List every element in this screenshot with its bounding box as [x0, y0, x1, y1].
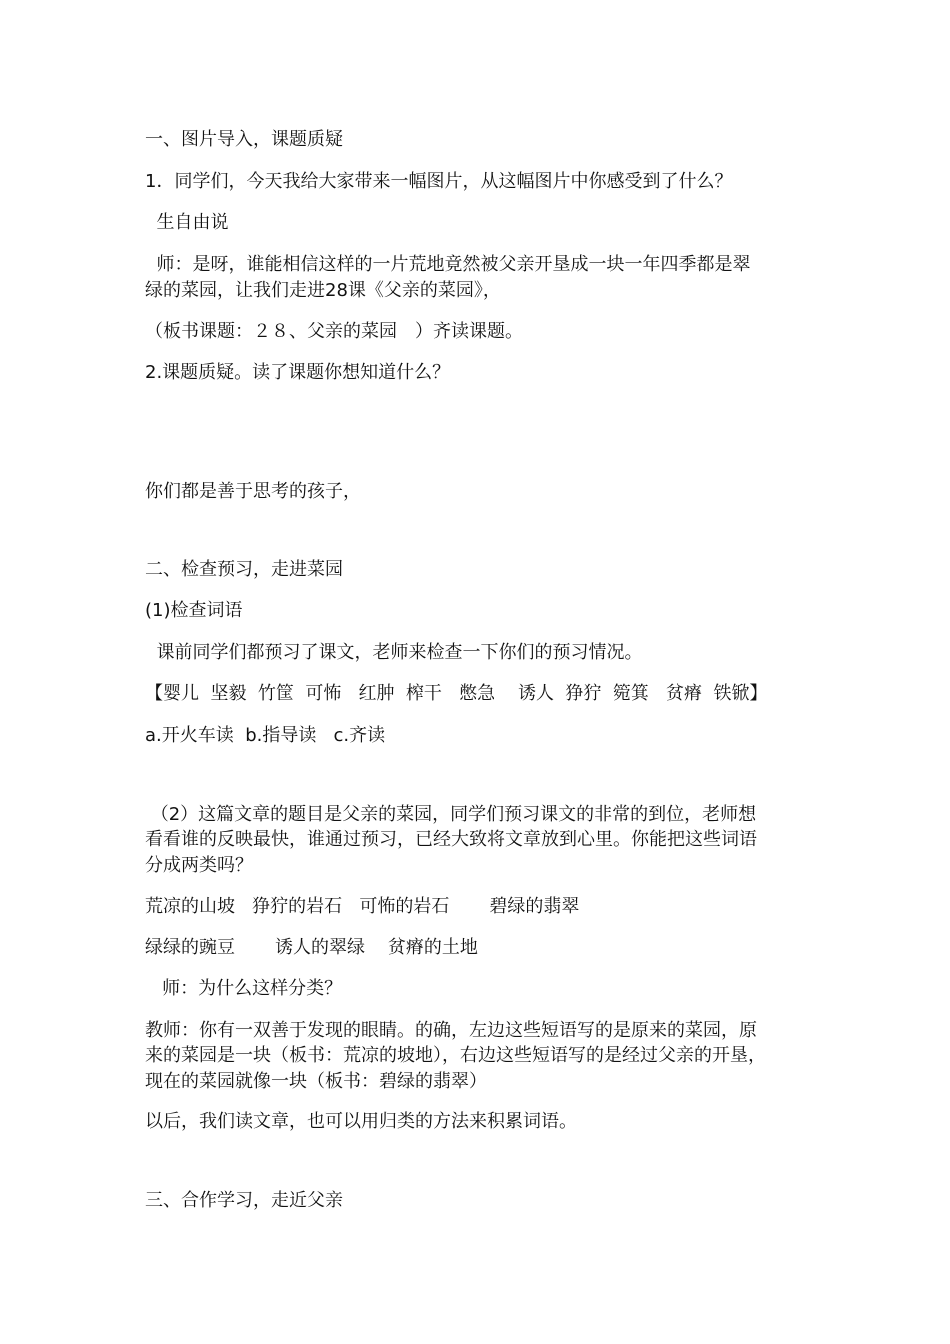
later-note: 以后，我们读文章，也可以用归类的方法来积累词语。 — [145, 1111, 577, 1132]
section3-title: 三、合作学习，走近父亲 — [145, 1190, 343, 1211]
read-methods: a.开火车读 b.指导读 c.齐读 — [145, 725, 386, 746]
question-2: 2.课题质疑。读了课题你想知道什么？ — [145, 362, 451, 383]
subsection-2-line-3: 分成两类吗？ — [145, 855, 253, 876]
answer-line-1: 教师：你有一双善于发现的眼睛。的确，左边这些短语写的是原来的菜园，原 — [145, 1020, 757, 1041]
teacher-why: 师：为什么这样分类？ — [145, 978, 343, 999]
question-1: 1．同学们，今天我给大家带来一幅图片，从这幅图片中你感受到了什么？ — [145, 171, 733, 192]
teacher-remark-line-2: 绿的菜园，让我们走进28课《父亲的菜园》， — [145, 280, 501, 301]
teacher-remark-line-1: 师：是呀，谁能相信这样的一片荒地竟然被父亲开垦成一块一年四季都是翠 — [145, 254, 751, 275]
section1-title: 一、图片导入，课题质疑 — [145, 129, 343, 150]
phrases-row-2: 绿绿的豌豆 诱人的翠绿 贫瘠的土地 — [145, 937, 478, 958]
praise-line: 你们都是善于思考的孩子， — [145, 481, 361, 502]
subsection-1: (1)检查词语 — [145, 600, 243, 621]
student-free-talk: 生自由说 — [145, 212, 229, 233]
word-list: 【婴儿 坚毅 竹筐 可怖 红肿 榨干 憋急 诱人 狰狞 箢箕 贫瘠 铁锨】 — [145, 683, 768, 704]
phrases-row-1: 荒凉的山坡 狰狞的岩石 可怖的岩石 碧绿的翡翠 — [145, 896, 580, 917]
section2-title: 二、检查预习，走进菜园 — [145, 559, 343, 580]
board-writing-1: （板书课题：２８、父亲的菜园 ）齐读课题。 — [145, 321, 523, 342]
answer-line-2: 来的菜园是一块（板书：荒凉的坡地），右边这些短语写的是经过父亲的开垦， — [145, 1045, 766, 1066]
subsection-2-line-1: （2）这篇文章的题目是父亲的菜园，同学们预习课文的非常的到位，老师想 — [145, 804, 757, 825]
check-intro: 课前同学们都预习了课文，老师来检查一下你们的预习情况。 — [145, 642, 643, 663]
answer-line-3: 现在的菜园就像一块（板书：碧绿的翡翠） — [145, 1071, 487, 1092]
subsection-2-line-2: 看看谁的反映最快，谁通过预习，已经大致将文章放到心里。你能把这些词语 — [145, 829, 757, 850]
